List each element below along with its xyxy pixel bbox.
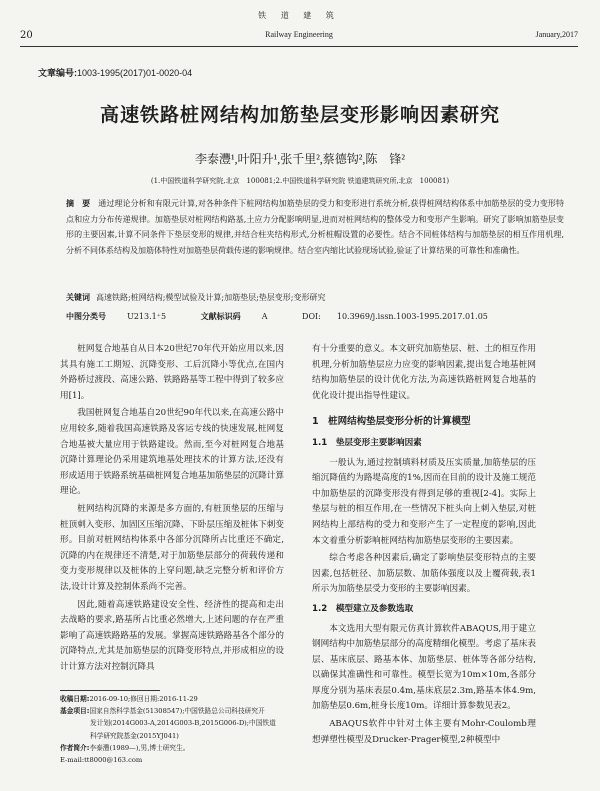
keywords-text: 高速铁路;桩网结构;模型试验及计算;加筋垫层;垫层变形;变形研究	[96, 293, 326, 302]
article-number	[38, 66, 192, 79]
footnotes	[60, 693, 286, 766]
author-bio: 李泰灃(1989—),男,博士研究生。	[89, 743, 190, 752]
issue-date: January,2017	[535, 30, 578, 39]
left-column	[60, 342, 284, 677]
paragraph: 综合考虑各种因素后,确定了影响垫层变形特点的主要因素,包括桩径、加筋层数、加筋体强度以及上覆荷载,表1所示为加筋垫层受力变形的主要影响因素。	[312, 553, 536, 595]
section-heading: 1 桩网结构垫层变形分析的计算模型	[312, 416, 471, 428]
paragraph: 因此,随着高速铁路建设安全性、经济性的提高和走出去战略的要求,路基所占比重必然增大,上述问题的存在严重影响了高速铁路路基的发展。掌握高速铁路路基各个部分的沉降特点,尤其是加筋垫层的沉降变形特点,并形成相应的设计计算方法对控制沉降具	[60, 599, 284, 672]
received-label: 收稿日期:	[60, 695, 90, 703]
subsection-heading: 1.1 垫层变形主要影响因素	[312, 437, 422, 448]
fund-label: 基金项目:	[60, 707, 90, 716]
classification-line	[66, 311, 564, 322]
fund-line: 发计划(2014G003-A,2014G003-B,2015G006-D);中国铁道	[90, 719, 276, 728]
paragraph: 一般认为,通过控制填料材质及压实质量,加筋垫层的压缩沉降值约为路堤高度的1%,因而在目前的设计及施工规范中加筋垫层的沉降变形没有得到足够的重视[2-4]。实际上垫层与桩的相互作用,在一些情况下桩头向上刺入垫层,对桩网结构上部结构的受力和变形产生了一定程度的影响,因此本文着重分析影响桩网结构加筋垫层变形的主要因素。	[312, 457, 536, 546]
paper-title: 高速铁路桩网结构加筋垫层变形影响因素研究	[99, 104, 500, 126]
clc-label: 中图分类号	[66, 312, 106, 321]
abstract-label: 摘 要	[66, 199, 91, 208]
doi-label: DOI:	[302, 312, 321, 321]
header-rule	[20, 46, 578, 47]
keywords	[66, 292, 564, 303]
fund-line: 科学研究院基金(2015YJ041)	[90, 731, 179, 740]
journal-name-en: Railway Engineering	[265, 30, 333, 39]
doc-code-value: A	[261, 312, 268, 321]
clc-value: U213.1⁺5	[127, 312, 167, 321]
page-number: 20	[20, 30, 33, 41]
abstract-text: 通过理论分析和有限元计算,对各种条件下桩网结构加筋垫层的受力和变形进行系统分析,获得桩网结构体系中加筋垫层的受力变形特点和应力分布传递规律。加筋垫层对桩网结构路基,土应力分配影响明显,进而对桩网结构的整体受力和变形产生影响。研究了影响加筋垫层变形的主要因素,计算不同条件下垫层变形的规律,并结合柱夹结构形式,分析桩帽设置的必要性。结合不同桩体结构与加筋垫层的相互作用机理,分析不同体系结构及加筋体特性对加筋垫层荷载传递的影响规律。结合室内缩比试验现场试验,验证了计算结果的可靠性和准确性。	[66, 199, 564, 255]
right-column	[312, 342, 536, 750]
article-number-value: 1003-1995(2017)01-0020-04	[77, 68, 193, 78]
paragraph: 本文选用大型有限元仿真计算软件ABAQUS,用于建立钢网结构中加筋垫层部分的高度精细化模型。考虑了基床表层、基床底层、路基本体、加筋垫层、桩体等各部分结构,以确保其准确性和可靠性。模型长宽为10m×10m,各部分厚度分别为基床表层0.4m,基床底层2.3m,路基本体4.9m,加筋垫层0.6m,桩身长度10m。详细计算参数见表2。	[312, 623, 536, 712]
article-number-label: 文章编号:	[38, 68, 77, 78]
abstract	[66, 196, 564, 258]
author-list: 李泰灃¹,叶阳升¹,张千里²,蔡德钩²,陈 锋²	[195, 152, 405, 166]
doc-code-label: 文献标识码	[200, 312, 241, 321]
paragraph: 桩网复合地基自从日本20世纪70年代开始应用以来,因其具有施工工期短、沉降变形、工后沉降小等优点,在国内外路桥过渡段、高速公路、铁路路基等工程中得到了较多应用[1]。	[60, 344, 284, 401]
doi-value: 10.3969/j.issn.1003-1995.2017.01.05	[336, 312, 488, 321]
journal-name-cn: 铁 道 建 筑	[258, 11, 340, 20]
keywords-label: 关键词	[66, 293, 90, 302]
author-email: E-mail:tt8000@163.com	[60, 756, 143, 765]
footnote-rule	[60, 690, 160, 691]
affiliation: (1.中国铁道科学研究院,北京 100081;2.中国铁道科学研究院 铁道建筑研究所,北京 100081)	[150, 177, 450, 185]
paragraph: 我国桩网复合地基自20世纪90年代以来,在高速公路中应用较多,随着我国高速铁路及客运专线的快速发展,桩网复合地基被大量应用于铁路建设。然而,至今对桩网复合地基沉降计算理论仍采用建筑地基处理技术的计算方法,还没有形成适用于铁路系统基础桩网复合地基加筋垫层的沉降计算理论。	[60, 408, 284, 497]
author-bio-label: 作者简介:	[60, 743, 90, 752]
received-date: 2016-09-10;修回日期:2016-11-29	[89, 695, 198, 703]
subsection-heading: 1.2 模型建立及参数选取	[312, 603, 414, 614]
paragraph: 桩网结构沉降的来源是多方面的,有桩顶垫层的压缩与桩顶刺入变形、加固区压缩沉降、下卧层压缩及桩体下刺变形。目前对桩网结构体系中各部分沉降所占比重还不确定,沉降的内在规律还不清楚,对于加筋垫层部分的荷载传递和变力变形规律以及桩体的上穿问题,缺乏完整分析和评价方法,设计计算及控制体系尚不完善。	[60, 503, 284, 592]
fund-line: 国家自然科学基金(51308547);中国铁路总公司科技研究开	[89, 707, 265, 716]
paragraph: 有十分重要的意义。本文研究加筋垫层、桩、土的相互作用机理,分析加筋垫层应力应变的影响因素,提出复合地基桩网结构加筋垫层的设计优化方法,为高速铁路桩网复合地基的优化设计提出指导性建议。	[312, 344, 536, 401]
paragraph: ABAQUS软件中针对土体主要有Mohr-Coulomb理想弹塑性模型及Drucker-Prager模型,2种模型中	[312, 719, 536, 745]
running-head	[20, 8, 578, 48]
